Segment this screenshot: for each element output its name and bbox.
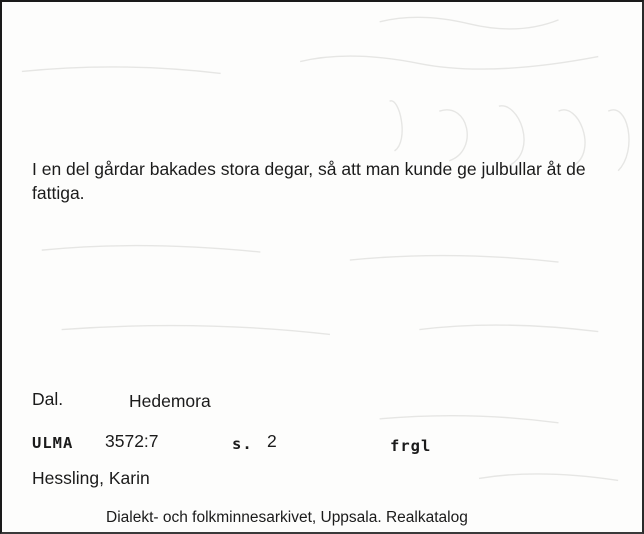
parish-name: Hedemora [129, 391, 211, 411]
page-label: s. [232, 435, 253, 453]
province-label: Dal. [32, 389, 64, 409]
archive-code: ULMA [32, 434, 74, 452]
archive-footer: Dialekt- och folkminnesarkivet, Uppsala. Realkatalog [106, 509, 468, 526]
category-code: frgl [390, 437, 432, 455]
card-text: I en del gårdar bakades stora degar, så att man kunde ge julbullar åt de fattiga. [32, 159, 586, 203]
record-number: 3572:7 [105, 431, 159, 451]
page-number: 2 [267, 431, 277, 451]
informant-name: Hessling, Karin [32, 468, 150, 488]
show-through-background [2, 2, 642, 532]
